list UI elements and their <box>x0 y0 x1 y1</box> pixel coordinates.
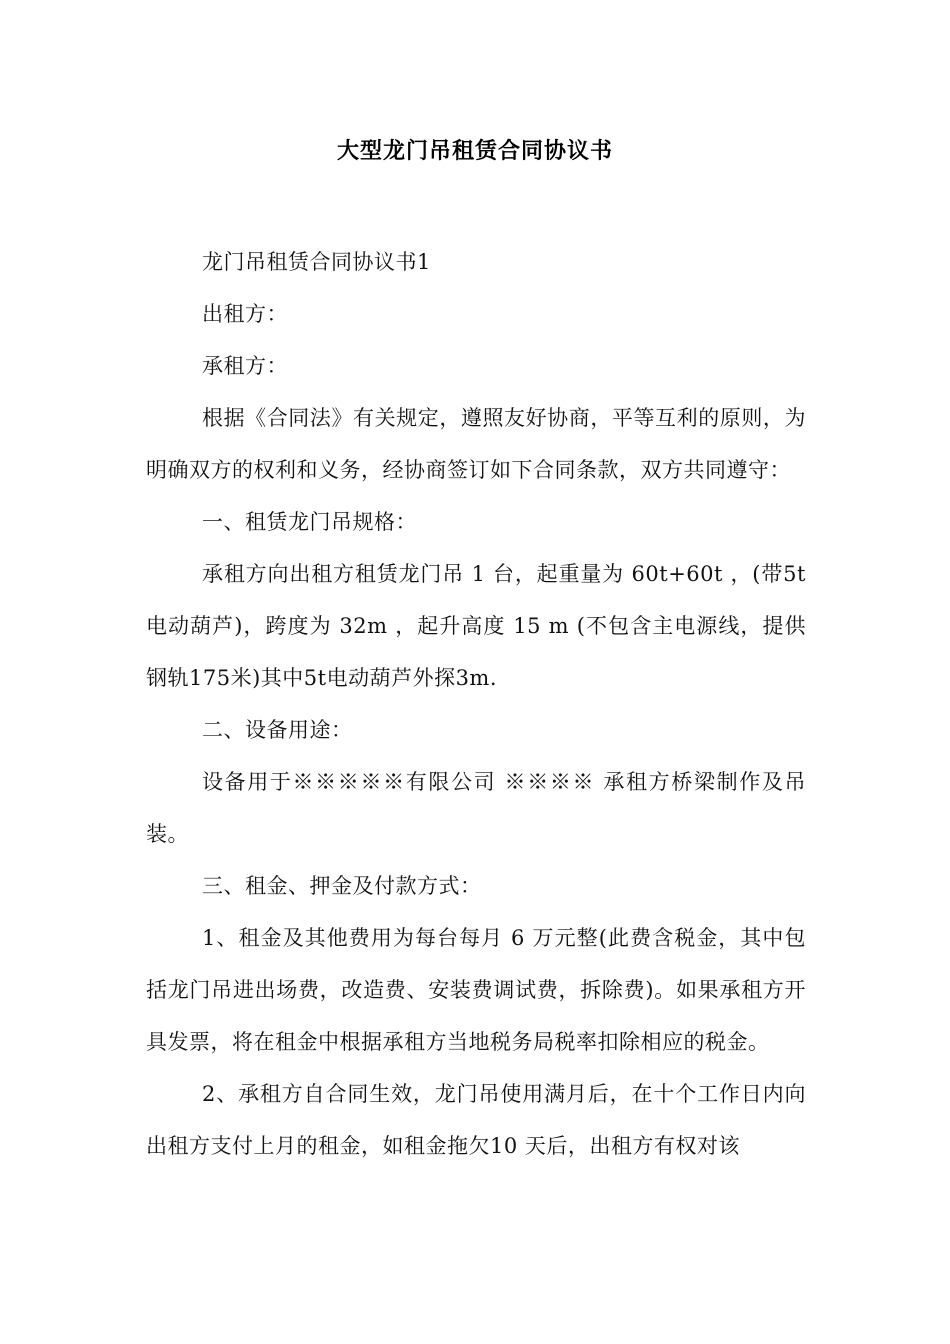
paragraph-lessee: 承租方： <box>202 354 288 378</box>
paragraph-contract-heading: 龙门吊租赁合同协议书1 <box>202 250 431 274</box>
paragraph-lessor: 出租方： <box>202 302 288 326</box>
paragraph-rent-clause-1: 1、租金及其他费用为每台每月 6 万元整(此费含税金，其中包括龙门吊进出场费，改造费、安装费调试费，拆除费)。如果承租方开具发票，将在租金中根据承租方当地税务局税率扣除相应的税金。 <box>146 926 806 1054</box>
section-heading-usage: 二、设备用途： <box>202 718 353 742</box>
paragraph-preamble: 根据《合同法》有关规定，遵照友好协商，平等互利的原则，为明确双方的权利和义务，经协商签订如下合同条款，双方共同遵守： <box>146 406 806 482</box>
document-title: 大型龙门吊租赁合同协议书 <box>336 139 613 164</box>
paragraph-specs: 承租方向出租方租赁龙门吊 1 台，起重量为 60t+60t ，(带5t电动葫芦)，跨度为 32m ，起升高度 15 m (不包含主电源线，提供钢轨175米)其中5t电动葫芦外探3m. <box>146 562 806 690</box>
document-body <box>146 236 806 1172</box>
paragraph-usage: 设备用于※※※※※有限公司 ※※※※ 承租方桥梁制作及吊装。 <box>146 770 806 846</box>
section-heading-specs: 一、租赁龙门吊规格： <box>202 510 417 534</box>
paragraph-rent-clause-2: 2、承租方自合同生效，龙门吊使用满月后，在十个工作日内向出租方支付上月的租金，如租金拖欠10 天后，出租方有权对该 <box>146 1082 806 1158</box>
section-heading-payment: 三、租金、押金及付款方式： <box>202 874 482 898</box>
